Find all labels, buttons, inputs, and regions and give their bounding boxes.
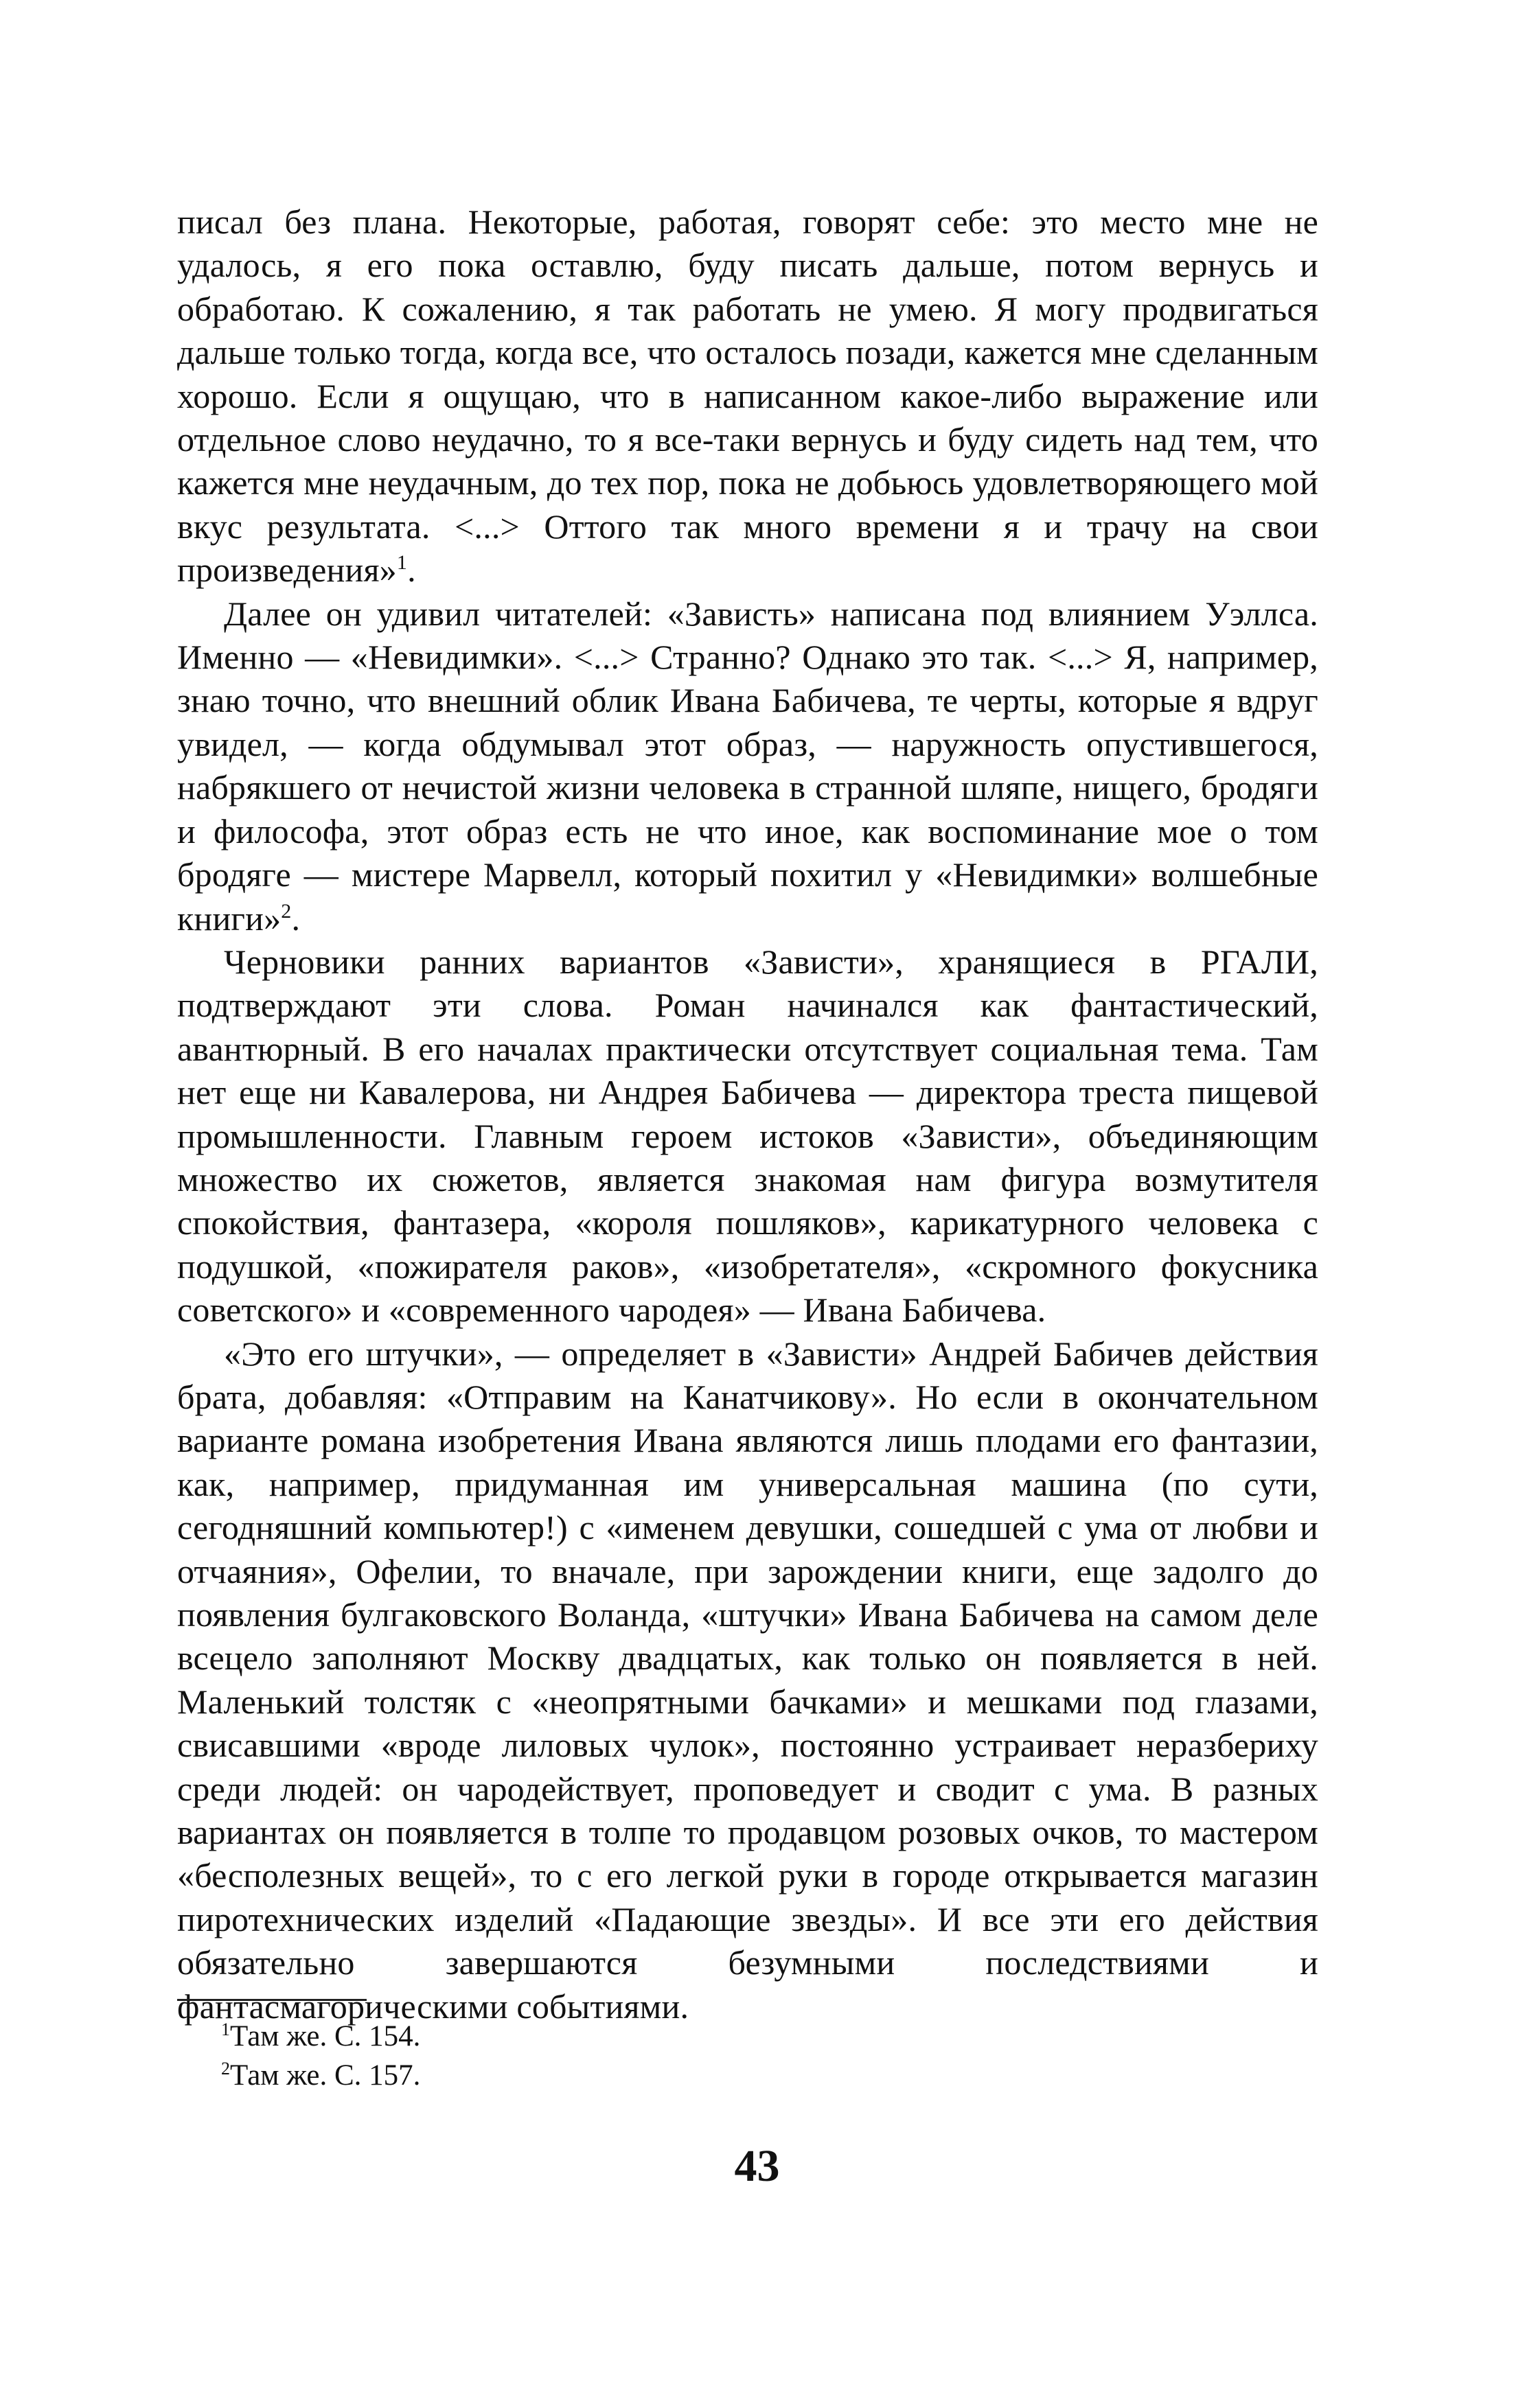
footnote-ref: 1 [396,551,408,575]
footnote [221,2056,1182,2095]
footnote [221,2017,1182,2056]
paragraph-text: . [407,551,416,590]
footnote-mark: 2 [221,2059,230,2079]
footnote-mark: 1 [221,2019,230,2039]
main-text [177,200,1318,2028]
footnote-text: Там же. С. 154. [230,2020,421,2052]
footnote-text: Там же. С. 157. [230,2059,421,2092]
paragraph [177,592,1318,940]
footnotes [221,2017,1182,2095]
paragraph [177,940,1318,1332]
footnote-separator [177,1999,367,2001]
page-number: 43 [734,2141,780,2191]
paragraph-text: Черновики ранних вариантов «Зависти», хранящиеся в РГАЛИ, подтверждают эти слова. Роман начинался как фантастический, авантюрный. В его началах практически отсутствует социальная тема. Там нет еще ни Кавалерова, ни Андрея Бабичева — директора треста пищевой промышленности. Главным героем истоков «Зависти», объединяющим множество их сюжетов, является знакомая нам фигура возмутителя спокойствия, фантазера, «короля пошляков», карикатурного человека с подушкой, «пожирателя раков», «изобретателя», «скромного фокусника советского» и «современного чародея» — Ивана Бабичева. [177,942,1318,1330]
paragraph [177,1332,1318,2029]
paragraph-text: писал без плана. Некоторые, работая, говорят себе: это место мне не удалось, я его пока оставлю, буду писать дальше, потом вернусь и обработаю. К сожалению, я так работать не умею. Я могу продвигаться дальше только тогда, когда все, что осталось позади, кажется мне сделанным хорошо. Если я ощущаю, что в написанном какое-либо выражение или отдельное слово неудачно, то я все-таки вернусь и буду сидеть над тем, что кажется мне неудачным, до тех пор, пока не добьюсь удовлетворяющего мой вкус результата. <...> Оттого так много времени я и трачу на свои произведения» [177,202,1318,590]
paragraph [177,200,1318,592]
paragraph-text: «Это его штучки», — определяет в «Зависти» Андрей Бабичев действия брата, добавляя: «Отправим на Канатчикову». Но если в окончательном варианте романа изобретения Ивана являются лишь плодами его фантазии, как, например, придуманная им универсальная машина (по сути, сегодняшний компьютер!) с «именем девушки, сошедшей с ума от любви и отчаяния», Офелии, то вначале, при зарождении книги, еще задолго до появления булгаковского Воланда, «штучки» Ивана Бабичева на самом деле всецело заполняют Москву двадцатых, как только он появляется в ней. Маленький толстяк с «неопрятными бачками» и мешками под глазами, свисавшими «вроде лиловых чулок», постоянно устраивает неразбериху среди людей: он чародействует, проповедует и сводит с ума. В разных вариантах он появляется в толпе то продавцом розовых очков, то мастером «бесполезных вещей», то с его легкой руки в городе открывается магазин пиротехнических изделий «Падающие звезды». И все эти его действия обязательно завершаются безумными последствиями и фантасмагорическими событиями. [177,1334,1318,2026]
paragraph-text: Далее он удивил читателей: «Зависть» написана под влиянием Уэллса. Именно — «Невидимки». <...> Странно? Однако это так. <...> Я, например, знаю точно, что внешний облик Ивана Бабичева, те черты, которые я вдруг увидел, — когда обдумывал этот образ, — наружность опустившегося, набрякшего от нечистой жизни человека в странной шляпе, нищего, бродяги и философа, этот образ есть не что иное, как воспоминание мое о том бродяге — мистере Марвелл, который похитил у «Невидимки» волшебные книги» [177,594,1318,938]
footnote-ref: 2 [281,899,292,923]
paragraph-text: . [291,899,301,938]
